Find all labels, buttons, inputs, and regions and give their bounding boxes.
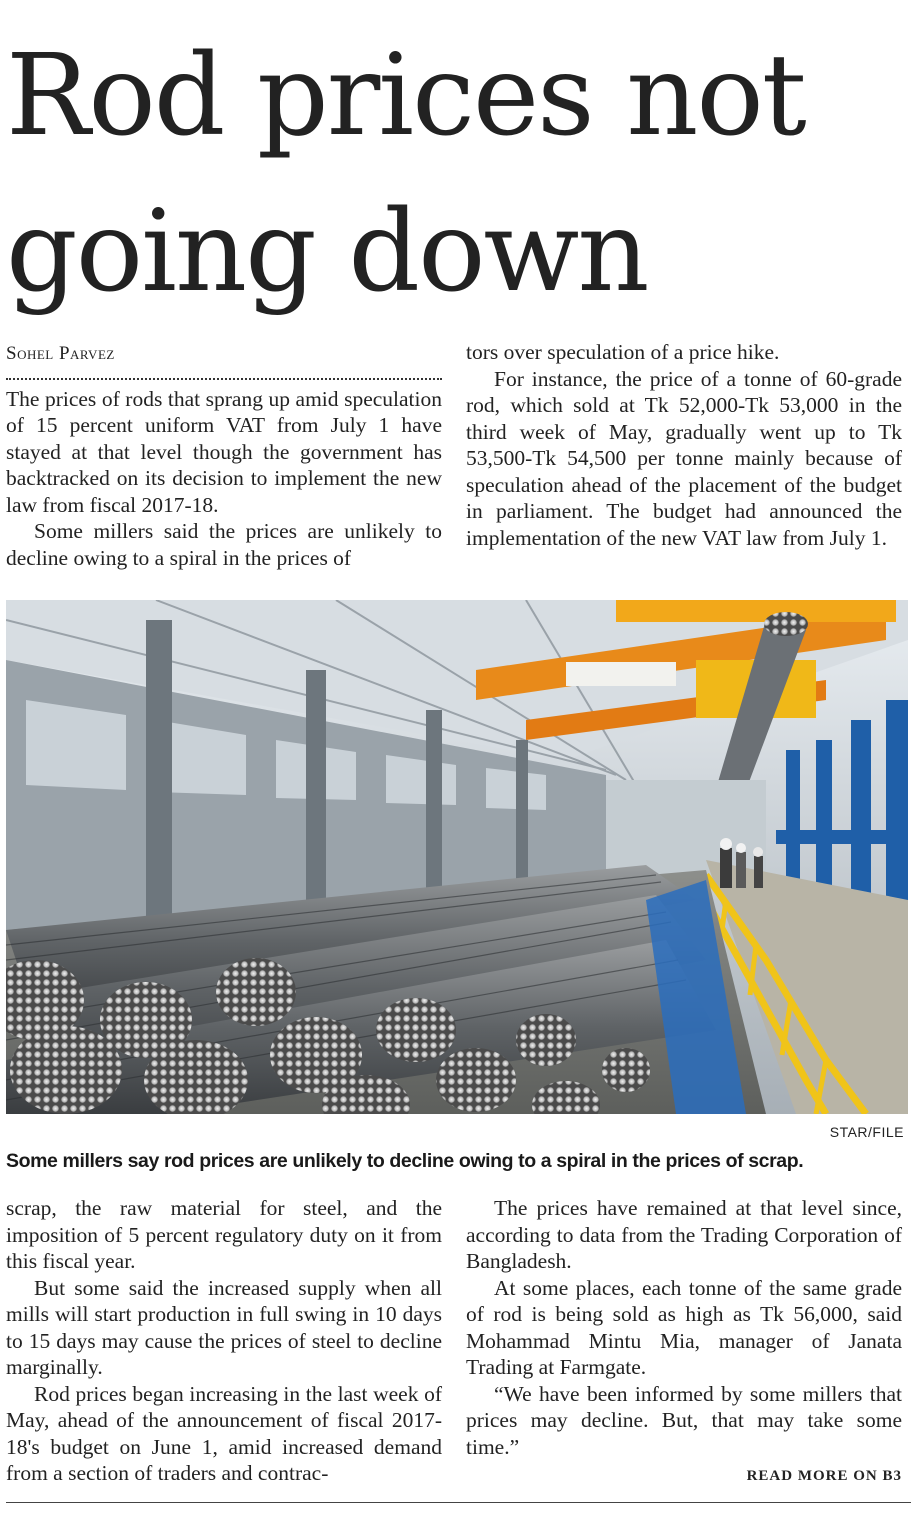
paragraph: “We have been informed by some millers that prices may decline. But, that may take some time.” [466, 1381, 902, 1459]
paragraph: For instance, the price of a tonne of 60-grade rod, which sold at Tk 52,000-Tk 53,000 in the third week of May, gradually went up to Tk 53,500-Tk 54,500 per tonne mainly because of speculation ahead of the placement of the budget in parliament. The budget had announced the implementation of the new VAT law from July 1. [466, 366, 902, 550]
headline-line-1: Rod prices not [6, 31, 805, 161]
photo-credit: STAR/FILE [829, 1124, 904, 1140]
paragraph: Rod prices began increasing in the last week of May, ahead of the announcement of fiscal 2017-18's budget on June 1, amid increased demand from a section of traders and contrac- [6, 1381, 442, 1485]
column-1-top [6, 341, 442, 571]
steel-mill-photo [6, 600, 908, 1114]
steel-mill-illustration [6, 600, 908, 1114]
paragraph: scrap, the raw material for steel, and the imposition of 5 percent regulatory duty on it from this fiscal year. [6, 1196, 442, 1273]
read-more-link[interactable]: READ MORE ON B3 [746, 1468, 902, 1484]
photo-caption: Some millers say rod prices are unlikely to decline owing to a spiral in the prices of scrap. [6, 1150, 804, 1172]
headline [6, 18, 911, 330]
paragraph: tors over speculation of a price hike. [466, 340, 780, 364]
column-2-bottom [466, 1195, 902, 1460]
paragraph: At some places, each tonne of the same grade of rod is being sold as high as Tk 56,000, said Mohammad Mintu Mia, manager of Janata Trading at Farmgate. [466, 1275, 902, 1379]
paragraph: But some said the increased supply when all mills will start production in full swing in 10 days to 15 days may cause the prices of steel to decline marginally. [6, 1275, 442, 1379]
column-2-top [466, 339, 902, 551]
bottom-rule [6, 1502, 911, 1503]
byline-divider [6, 378, 442, 380]
paragraph: The prices have remained at that level since, according to data from the Trading Corporation of Bangladesh. [466, 1196, 902, 1273]
headline-line-2: going down [6, 187, 648, 317]
column-1-bottom [6, 1195, 442, 1487]
paragraph: The prices of rods that sprang up amid speculation of 15 percent uniform VAT from July 1 have stayed at that level though the government has backtracked on its decision to implement the new law from fiscal 2017-18. [6, 386, 442, 517]
paragraph: Some millers said the prices are unlikely to decline owing to a spiral in the prices of [6, 519, 442, 570]
byline: Sohel Parvez [6, 343, 115, 364]
